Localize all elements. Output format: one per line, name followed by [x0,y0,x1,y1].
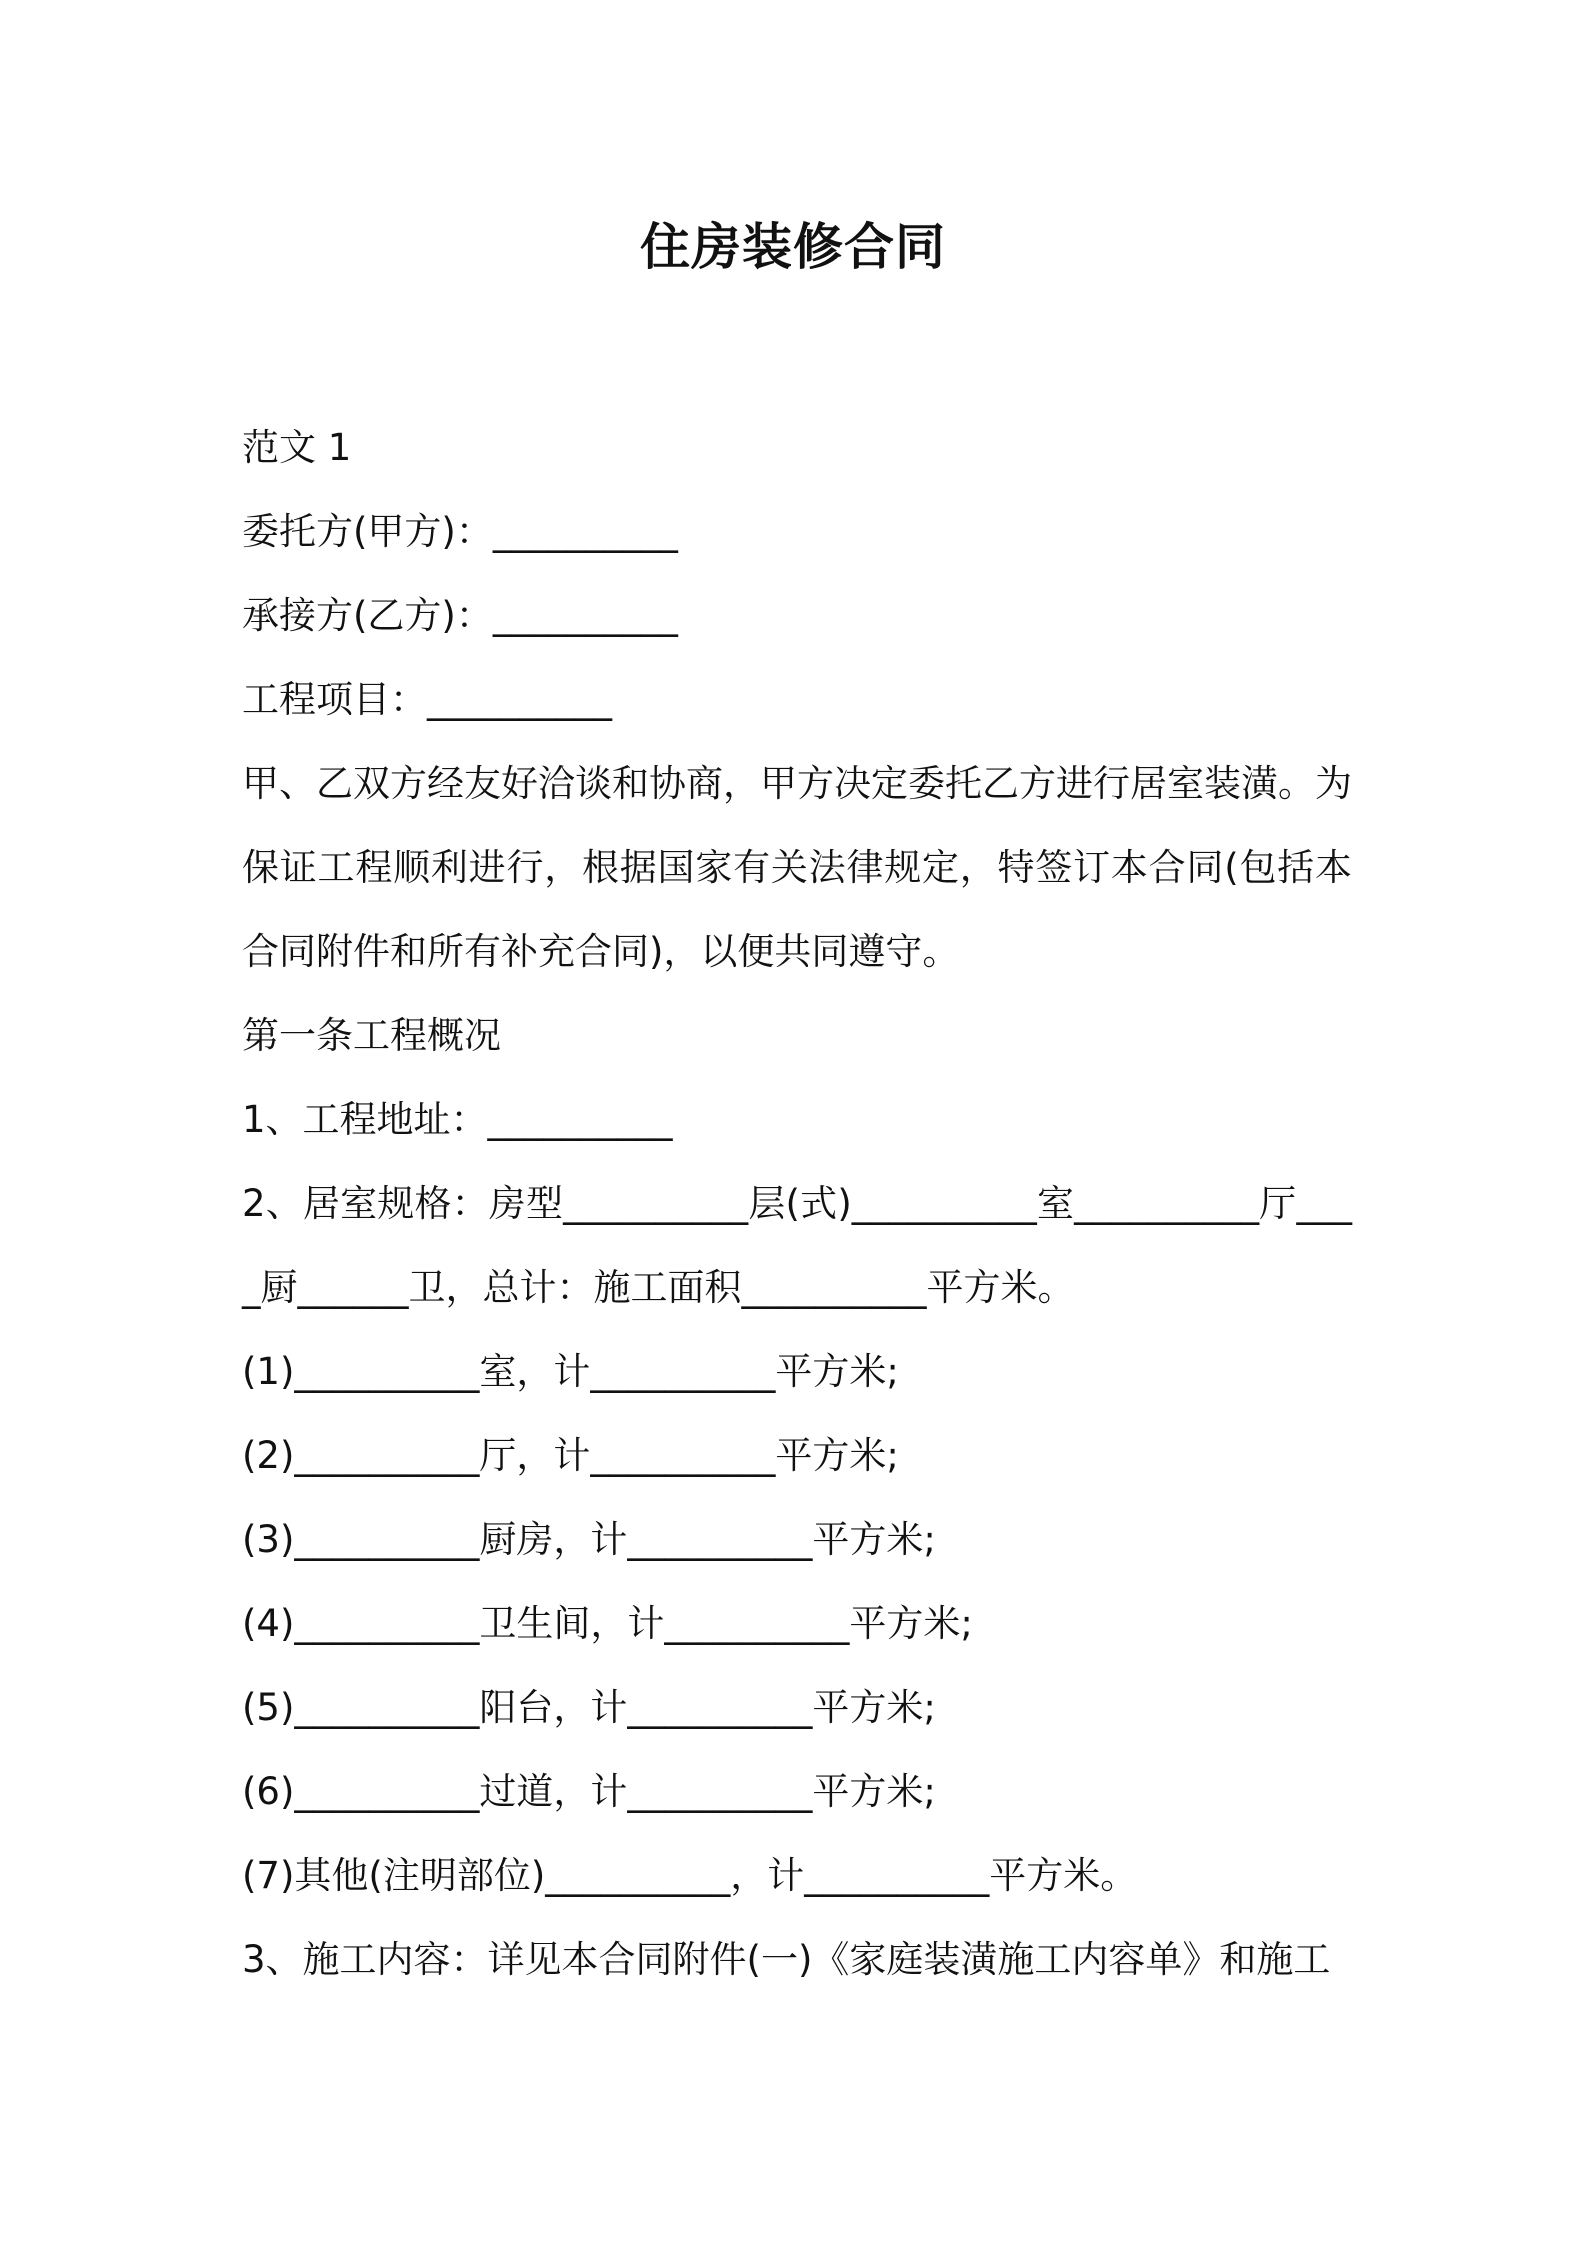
article-one-heading: 第一条工程概况 [242,1014,501,1057]
preamble-paragraph: 甲、乙双方经友好洽谈和协商，甲方决定委托乙方进行居室装潢。为保证工程顺利进行，根据国家有关法律规定，特签订本合同(包括本合同附件和所有补充合同)，以便共同遵守。 [242,762,1352,973]
room-item-6: (6)__________过道，计__________平方米; [242,1770,936,1813]
room-item-4: (4)__________卫生间，计__________平方米; [242,1602,973,1645]
document-title: 住房装修合同 [640,218,946,276]
construction-content-line: 3、施工内容：详见本合同附件(一)《家庭装潢施工内容单》和施工 [242,1938,1331,1981]
room-item-1: (1)__________室，计__________平方米; [242,1350,899,1393]
party-b-line: 承接方(乙方)：__________ [242,594,678,637]
room-item-3: (3)__________厨房，计__________平方米; [242,1518,936,1561]
room-spec-paragraph: 2、居室规格：房型__________层(式)__________室__________厅____厨______卫，总计：施工面积__________平方米。 [242,1182,1352,1309]
document-body [242,406,1352,2002]
room-item-7: (7)其他(注明部位)__________，计__________平方米。 [242,1854,1138,1897]
room-item-5: (5)__________阳台，计__________平方米; [242,1686,936,1729]
party-a-line: 委托方(甲方)：__________ [242,510,678,553]
address-line: 1、工程地址：__________ [242,1098,673,1141]
project-line: 工程项目：__________ [242,678,612,721]
room-item-2: (2)__________厅，计__________平方米; [242,1434,899,1477]
sample-label: 范文 1 [242,426,352,469]
